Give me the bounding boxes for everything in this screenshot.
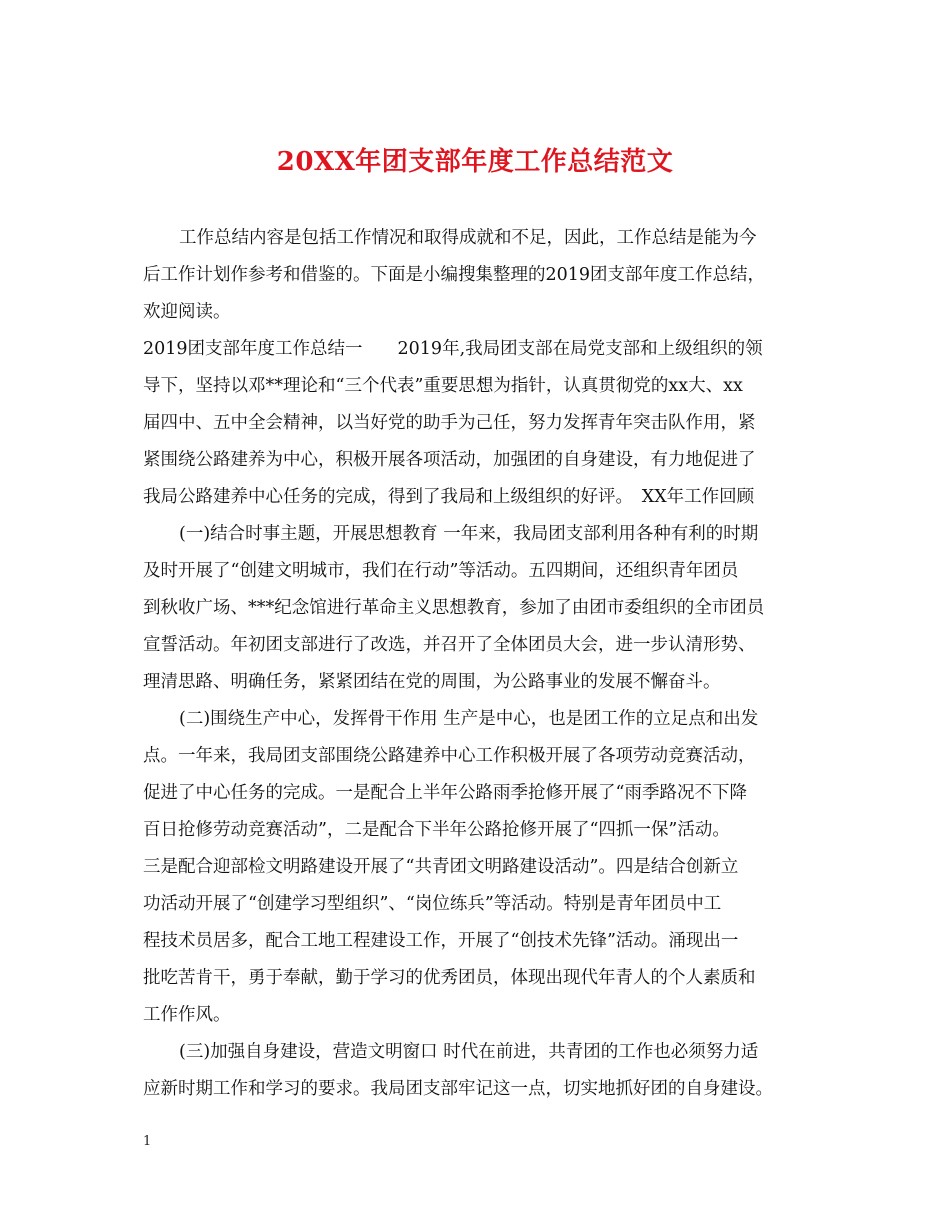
paragraph-line: 促进了中心任务的完成。一是配合上半年公路雨季抢修开展了“雨季路况不下降 <box>143 783 747 803</box>
document-body <box>143 220 815 1108</box>
paragraph-line: 应新时期工作和学习的要求。我局团支部牢记这一点，切实地抓好团的自身建设。 <box>143 1079 773 1099</box>
paragraph-line: 工作作风。 <box>143 1005 231 1025</box>
paragraph-line: 我局公路建养中心任务的完成，得到了我局和上级组织的好评。 XX年工作回顾 <box>143 487 755 507</box>
paragraph-line: 到秋收广场、***纪念馆进行革命主义思想教育，参加了由团市委组织的全市团员 <box>143 598 765 618</box>
paragraph-line: 三是配合迎部检文明路建设开展了“共青团文明路建设活动”。四是结合创新立 <box>143 857 739 877</box>
document-title: 20XX年团支部年度工作总结范文 <box>276 147 674 177</box>
paragraph-line: 后工作计划作参考和借鉴的。下面是小编搜集整理的2019团支部年度工作总结， <box>143 265 766 285</box>
paragraph-line: (二)围绕生产中心，发挥骨干作用 生产是中心，也是团工作的立足点和出发 <box>179 709 759 729</box>
paragraph-line: 程技术员居多，配合工地工程建设工作，开展了“创技术先锋”活动。涌现出一 <box>143 931 739 951</box>
paragraph-line: 及时开展了“创建文明城市，我们在行动”等活动。五四期间，还组织青年团员 <box>143 561 739 581</box>
paragraph-line: 导下，坚持以邓**理论和“三个代表”重要思想为指针，认真贯彻党的xx大、xx <box>143 376 743 396</box>
paragraph-line: 理清思路、明确任务，紧紧团结在党的周围，为公路事业的发展不懈奋斗。 <box>143 672 721 692</box>
paragraph-line: 批吃苦肯干，勇于奉献，勤于学习的优秀团员，体现出现代年青人的个人素质和 <box>143 968 756 988</box>
paragraph-line: 紧围绕公路建养为中心，积极开展各项活动，加强团的自身建设，有力地促进了 <box>143 450 756 470</box>
paragraph-line: 欢迎阅读。 <box>143 302 231 322</box>
paragraph-line: 宣誓活动。年初团支部进行了改选，并召开了全体团员大会，进一步认清形势、 <box>143 635 756 655</box>
paragraph-line: 2019团支部年度工作总结一 2019年,我局团支部在局党支部和上级组织的领 <box>143 339 763 359</box>
paragraph-line: 功活动开展了“创建学习型组织”、“岗位练兵”等活动。特别是青年团员中工 <box>143 894 722 914</box>
page-number: 1 <box>143 1134 152 1149</box>
paragraph-line: 工作总结内容是包括工作情况和取得成就和不足，因此，工作总结是能为今 <box>179 228 757 248</box>
paragraph-line: 点。一年来，我局团支部围绕公路建养中心工作积极开展了各项劳动竞赛活动， <box>143 746 756 766</box>
paragraph-line: 届四中、五中全会精神，以当好党的助手为己任，努力发挥青年突击队作用，紧 <box>143 413 756 433</box>
paragraph-line: (一)结合时事主题，开展思想教育 一年来，我局团支部利用各种有利的时期 <box>179 524 759 544</box>
paragraph-line: 百日抢修劳动竞赛活动”，二是配合下半年公路抢修开展了“四抓一保”活动。 <box>143 820 730 840</box>
paragraph-line: (三)加强自身建设，营造文明窗口 时代在前进，共青团的工作也必须努力适 <box>179 1042 759 1062</box>
